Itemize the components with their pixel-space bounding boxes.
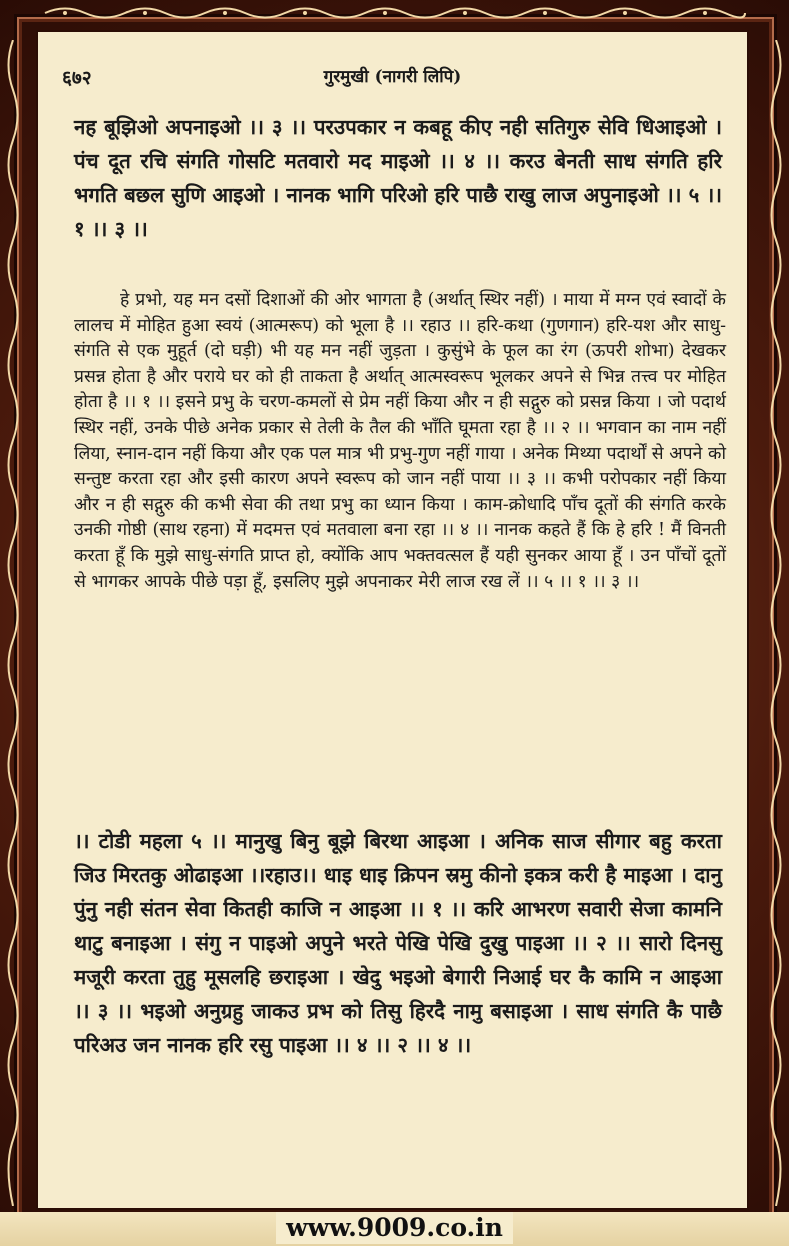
page-title: गुरमुखी (नागरी लिपि) <box>323 67 462 87</box>
gurbani-verse-block-2: ।। टोडी महला ५ ।। मानुखु बिनु बूझे बिरथा आइआ । अनिक साज सीगार बहु करता जिउ मिरतकु ओढाइआ ।।रहाउ।। धाइ धाइ क्रिपन स्रमु कीनो इकत्र करी है माइआ । दानु पुंनु नही संतन सेवा कितही काजि न आइआ ।। १ ।। करि आभरण सवारी सेजा कामनि थाटु बनाइआ । संगु न पाइओ अपुने भरते पेखि पेखि दुखु पाइआ ।। २ ।। सारो दिनसु मजूरी करता तुहु मूसलहि छराइआ । खेदु भइओ बेगारी निआई घर कै कामि न आइआ ।। ३ ।। भइओ अनुग्रहु जाकउ प्रभ को तिसु हिरदै नामु बसाइआ । साध संगति कै पाछै परिअउ जन नानक हरि रसु पाइआ ।। ४ ।। २ ।। ४ ।। <box>74 829 722 1057</box>
gurbani-verse-block-1: नह बूझिओ अपनाइओ ।। ३ ।। परउपकार न कबहू कीए नही सतिगुरु सेवि धिआइओ । पंच दूत रचि संगति गोसटि मतवारो मद माइओ ।। ४ ।। करउ बेनती साध संगति हरि भगति बछल सुणि आइओ । नानक भागि परिओ हरि पाछै राखु लाज अपुनाइओ ।। ५ ।। १ ।। ३ ।। <box>74 115 722 241</box>
top-ornament <box>40 4 749 22</box>
footer <box>0 1212 789 1246</box>
left-ornament <box>4 40 22 1206</box>
page-header <box>38 64 747 88</box>
right-ornament <box>767 40 785 1206</box>
website-url[interactable]: www.9009.co.in <box>276 1212 513 1244</box>
page-number: ६७२ <box>62 67 92 89</box>
hindi-explanation: हे प्रभो, यह मन दसों दिशाओं की ओर भागता है (अर्थात् स्थिर नहीं) । माया में मग्न एवं स्वादों के लालच में मोहित हुआ स्वयं (आत्मरूप) को भूला है ।। रहाउ ।। हरि-कथा (गुणगान) हरि-यश और साधु-संगति से एक मुहूर्त (दो घड़ी) भी यह मन नहीं जुड़ता । कुसुंभे के फूल का रंग (ऊपरी शोभा) देखकर प्रसन्न होता है और पराये घर को ही ताकता है अर्थात् आत्मस्वरूप भूलकर अपने से भिन्न तत्त्व पर मोहित होता है ।। १ ।। इसने प्रभु के चरण-कमलों से प्रेम नहीं किया और न ही सद्गुरु को प्रसन्न किया । जो पदार्थ स्थिर नहीं, उनके पीछे अनेक प्रकार से तेली के तैल की भाँति घूमता रहा है ।। २ ।। भगवान का नाम नहीं लिया, स्नान-दान नहीं किया और एक पल मात्र भी प्रभु-गुण नहीं गाया । अनेक मिथ्या पदार्थों से अपने को सन्तुष्ट करता रहा और इसी कारण अपने स्वरूप को जान नहीं पाया ।। ३ ।। कभी परोपकार नहीं किया और न ही सद्गुरु की कभी सेवा की तथा प्रभु का ध्यान किया । काम-क्रोधादि पाँच दूतों की संगति करके उनकी गोष्ठी (साथ रहना) में मदमत्त एवं मतवाला बना रहा ।। ४ ।। नानक कहते हैं कि हे हरि ! मैं विनती करता हूँ कि मुझे साधु-संगति प्राप्त हो, क्योंकि आप भक्तवत्सल हैं यही सुनकर आया हूँ । उन पाँचों दूतों से भागकर आपके पीछे पड़ा हूँ, इसलिए मुझे अपनाकर मेरी लाज रख लें ।। ५ ।। १ ।। ३ ।। <box>74 290 726 592</box>
scripture-page <box>36 30 749 1210</box>
